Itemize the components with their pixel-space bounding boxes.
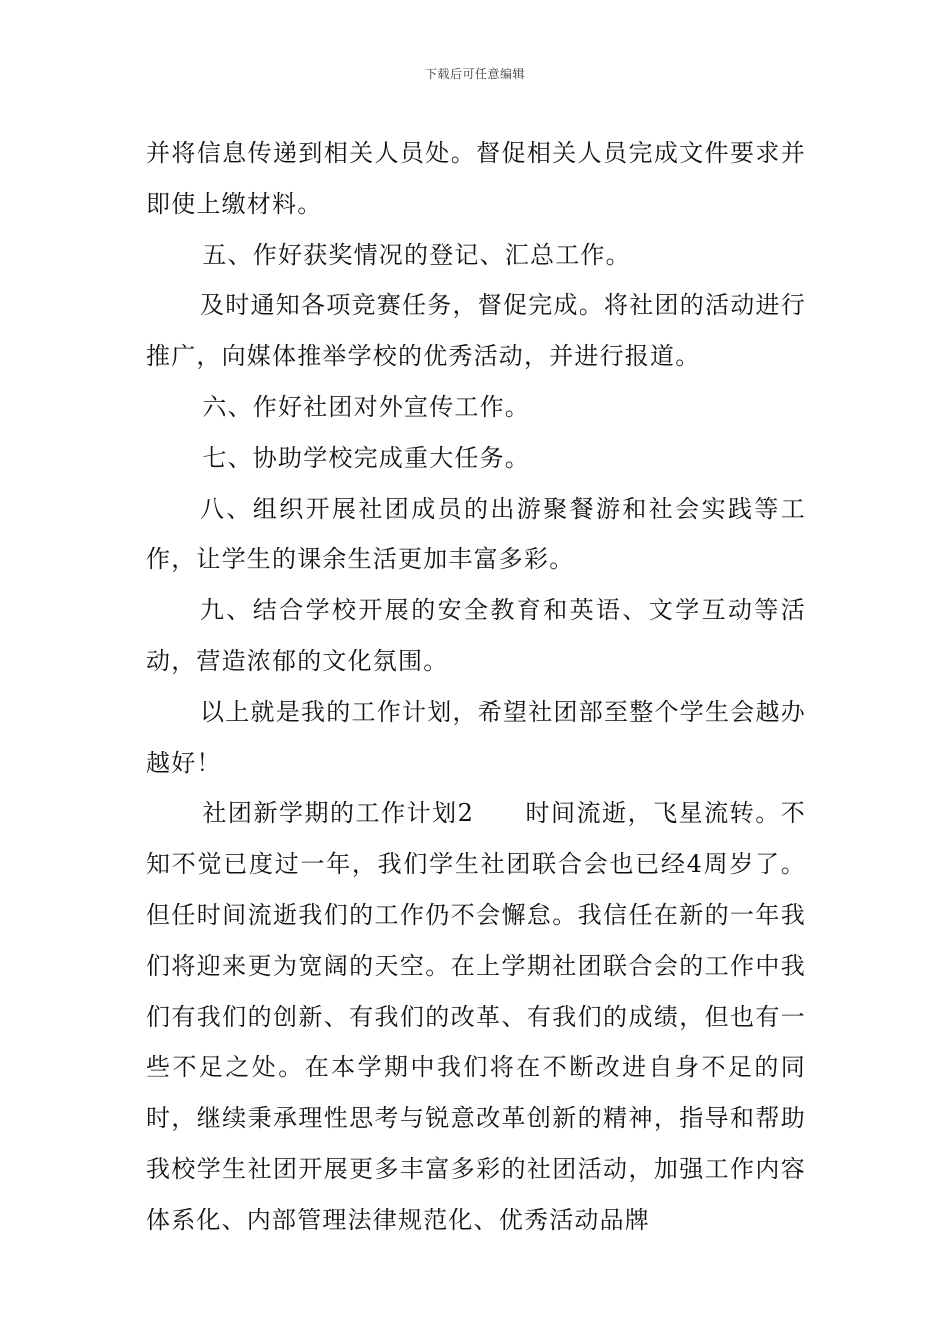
paragraph-7: 九、结合学校开展的安全教育和英语、文学互动等活动，营造浓郁的文化氛围。	[146, 596, 806, 675]
paragraph-5: 七、协助学校完成重大任务。	[202, 443, 530, 472]
page-header: 下载后可任意编辑	[424, 67, 525, 81]
paragraph-6: 八、组织开展社团成员的出游聚餐游和社会实践等工作，让学生的课余生活更加丰富多彩。	[146, 494, 806, 574]
document-body	[146, 128, 806, 1246]
paragraph-8: 以上就是我的工作计划，希望社团部至整个学生会越办越好！	[146, 697, 806, 777]
paragraph-3: 及时通知各项竞赛任务，督促完成。将社团的活动进行推广，向媒体推举学校的优秀活动，并进行报道。	[146, 291, 806, 371]
paragraph-4: 六、作好社团对外宣传工作。	[202, 392, 530, 421]
paragraph-2: 五、作好获奖情况的登记、汇总工作。	[202, 240, 631, 269]
paragraph-1: 并将信息传递到相关人员处。督促相关人员完成文件要求并即使上缴材料。	[146, 139, 806, 218]
paragraph-9: 社团新学期的工作计划2 时间流逝，飞星流转。不知不觉已度过一年，我们学生社团联合会也已经4周岁了。但任时间流逝我们的工作仍不会懈怠。我信任在新的一年我们将迎来更为宽阔的天空。在上学期社团联合会的工作中我们有我们的创新、有我们的改革、有我们的成绩，但也有一些不足之处。在本学期中我们将在不断改进自身不足的同时，继续秉承理性思考与锐意改革创新的精神，指导和帮助我校学生社团开展更多丰富多彩的社团活动，加强工作内容体系化、内部管理法律规范化、优秀活动品牌	[146, 799, 806, 1234]
